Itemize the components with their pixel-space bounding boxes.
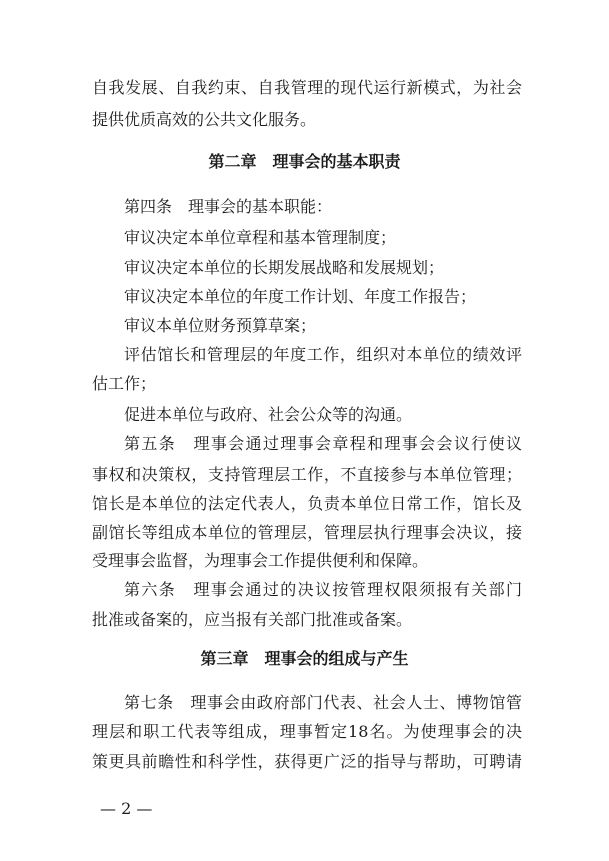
body-line: 馆长是本单位的法定代表人，负责本单位日常工作，馆长及 (92, 494, 522, 513)
body-line: 审议决定本单位章程和基本管理制度； (124, 228, 397, 247)
body-line: 评估馆长和管理层的年度工作，组织对本单位的绩效评 (124, 345, 522, 364)
body-line: 促进本单位与政府、社会公众等的沟通。 (124, 405, 413, 424)
body-line: 副馆长等组成本单位的管理层，管理层执行理事会决议，接 (92, 523, 522, 542)
body-line: 受理事会监督，为理事会工作提供便利和保障。 (92, 551, 429, 570)
chapter-heading: 第二章 理事会的基本职责 (208, 152, 401, 171)
article-line: 第五条 理事会通过理事会章程和理事会会议行使议 (124, 434, 522, 453)
body-line: 批准或备案的，应当报有关部门批准或备案。 (92, 610, 413, 629)
body-line: 估工作； (92, 374, 157, 393)
article-line: 第七条 理事会由政府部门代表、社会人士、博物馆管 (124, 693, 522, 712)
body-line: 理层和职工代表等组成，理事暂定18名。为使理事会的决 (92, 722, 522, 741)
article-line: 第六条 理事会通过的决议按管理权限须报有关部门 (124, 580, 522, 599)
body-line: 自我发展、自我约束、自我管理的现代运行新模式，为社会 (92, 78, 522, 97)
page-number: — 2 — (100, 799, 153, 818)
article-line: 第四条 理事会的基本职能： (124, 197, 333, 216)
body-line: 审议本单位财务预算草案； (124, 316, 317, 335)
body-line: 提供优质高效的公共文化服务。 (92, 110, 317, 129)
body-line: 策更具前瞻性和科学性，获得更广泛的指导与帮助，可聘请 (92, 752, 522, 771)
body-line: 审议决定本单位的长期发展战略和发展规划； (124, 258, 445, 277)
body-line: 事权和决策权，支持管理层工作，不直接参与本单位管理； (92, 465, 522, 484)
body-line: 审议决定本单位的年度工作计划、年度工作报告； (124, 287, 477, 306)
chapter-heading: 第三章 理事会的组成与产生 (200, 649, 409, 668)
